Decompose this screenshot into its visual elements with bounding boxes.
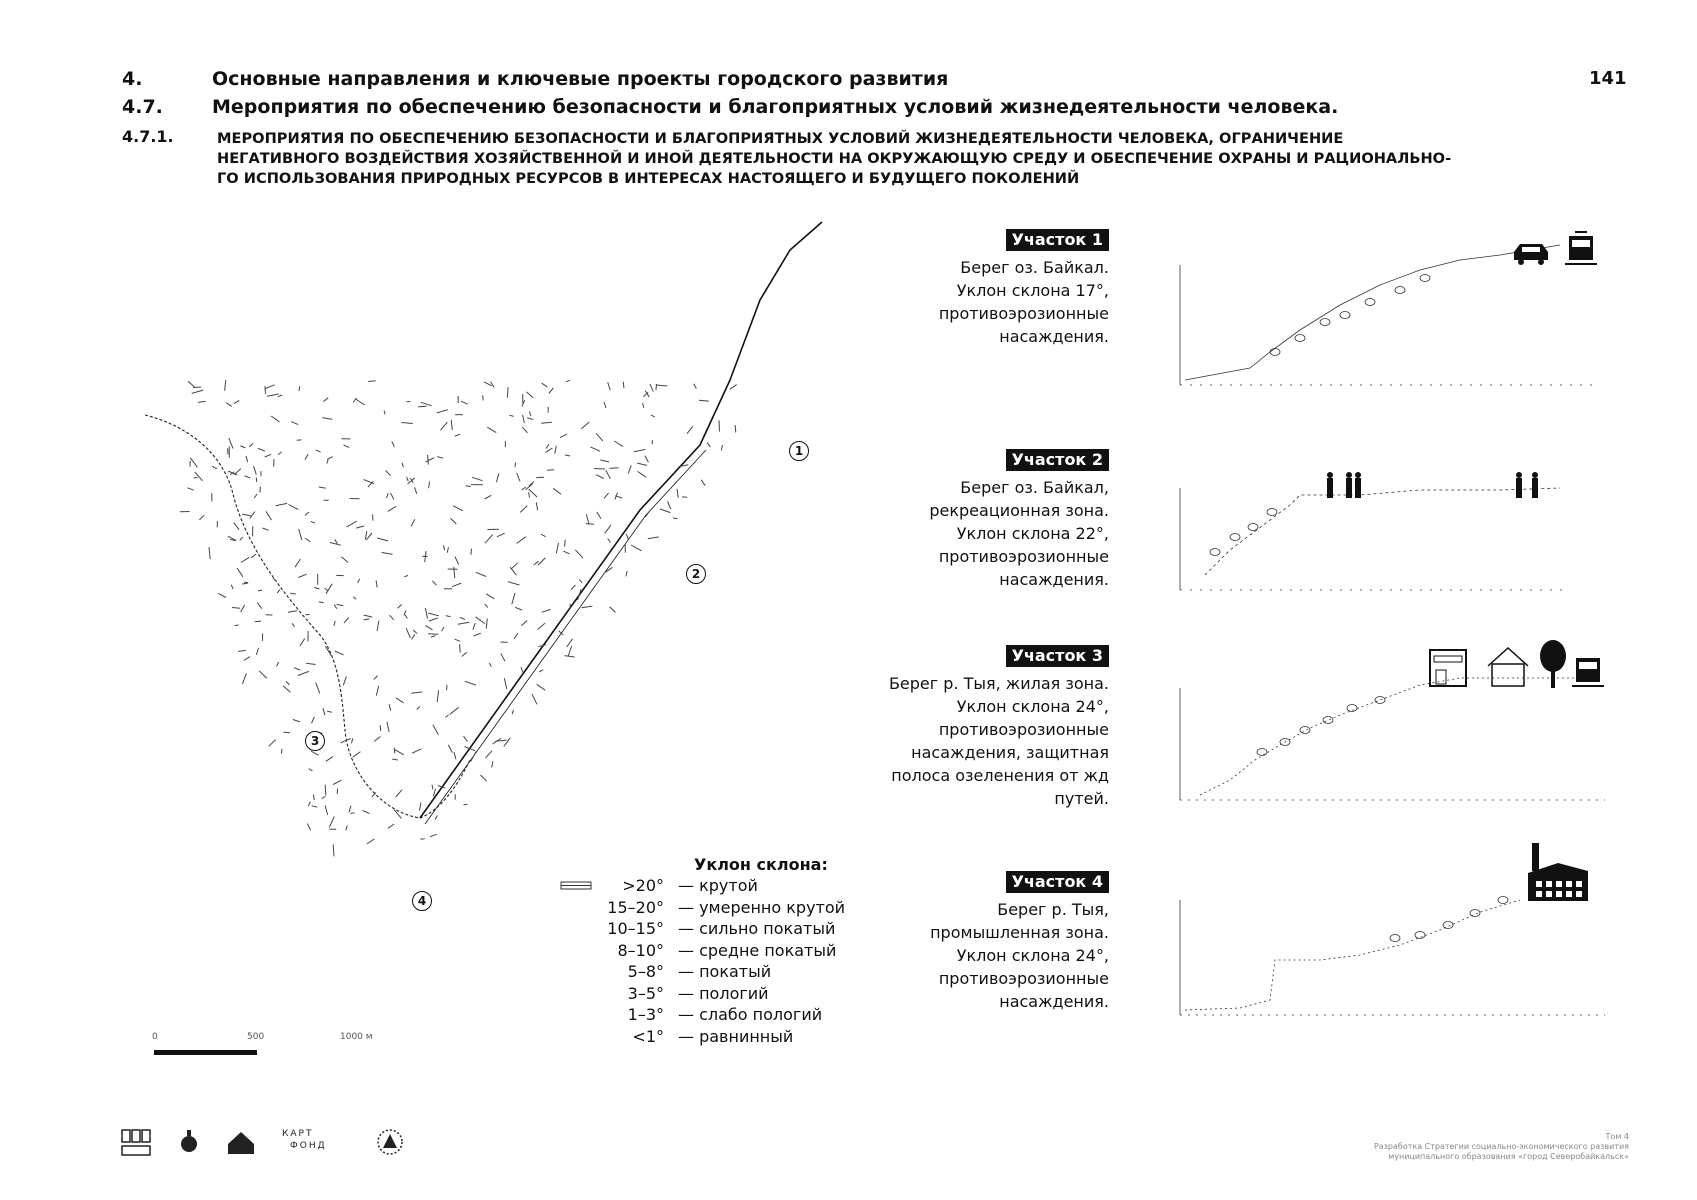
legend-title: Уклон склона: <box>694 855 828 874</box>
house-icon <box>1486 646 1530 688</box>
legend-value: 15–20° <box>607 897 664 917</box>
tree-mark <box>1270 349 1280 356</box>
subheading-number: 4.7.1. <box>122 127 174 146</box>
tree-mark <box>1470 910 1480 917</box>
car-icon <box>1510 238 1552 268</box>
subheading-line: ГО ИСПОЛЬЗОВАНИЯ ПРИРОДНЫХ РЕСУРСОВ В ИНТЕРЕСАХ НАСТОЯЩЕГО И БУДУЩЕГО ПОКОЛЕНИЙ <box>217 170 1080 187</box>
tree-mark <box>1295 335 1305 342</box>
tree-mark <box>1323 717 1333 724</box>
legend-value: 8–10° <box>617 940 664 960</box>
legend-desc: — умеренно крутой <box>678 897 846 917</box>
map-marker-4[interactable]: 4 <box>412 891 432 911</box>
section-desc-2: Берег оз. Байкал, рекреационная зона. Уклон склона 22°, противоэрозионные насаждения. <box>929 478 1109 589</box>
page-number: 141 <box>1589 68 1627 89</box>
profile-3 <box>1180 678 1605 800</box>
section-badge-2: Участок 2 <box>1006 449 1109 471</box>
section-badge-4: Участок 4 <box>1006 871 1109 893</box>
tree-mark <box>1267 509 1277 516</box>
legend-value: 10–15° <box>607 919 664 938</box>
map-marker-3[interactable]: 3 <box>305 731 325 751</box>
tree-mark <box>1248 524 1258 531</box>
city-emblem-logo <box>375 1126 405 1158</box>
heading-subsection-title: Мероприятия по обеспечению безопасности и благоприятных условий жизнедеятельности человека. <box>212 96 1339 118</box>
tree-mark <box>1320 319 1330 326</box>
scale-label-0: 0 <box>152 1032 158 1042</box>
tree-mark <box>1375 697 1385 704</box>
tree-icon <box>1538 640 1568 690</box>
map-marker-2[interactable]: 2 <box>686 564 706 584</box>
tree-mark <box>1415 932 1425 939</box>
tree-mark <box>1390 935 1400 942</box>
legend-value: >20° <box>622 876 664 895</box>
section-badge-1: Участок 1 <box>1006 229 1109 251</box>
tree-mark <box>1420 275 1430 282</box>
legend-desc: — слабо пологий <box>678 1005 823 1024</box>
profile-2 <box>1180 488 1570 590</box>
map-marker-1[interactable]: 1 <box>789 441 809 461</box>
tree-mark <box>1210 549 1220 556</box>
tree-mark <box>1443 922 1453 929</box>
scale-label-500: 500 <box>247 1032 265 1042</box>
legend-value: 3–5° <box>627 983 664 1003</box>
tree-mark <box>1257 749 1267 756</box>
heading-number-4: 4. <box>122 68 143 90</box>
section-desc-1: Берег оз. Байкал. Уклон склона 17°, противоэрозионные насаждения. <box>938 258 1109 346</box>
factory-icon <box>1528 843 1590 903</box>
legend-desc: — пологий <box>678 983 769 1003</box>
tree-mark <box>1395 287 1405 294</box>
tree-mark <box>1340 312 1350 319</box>
section-desc-4: Берег р. Тыя, промышленная зона. Уклон склона 24°, противоэрозионные насаждения. <box>930 900 1109 1011</box>
legend-desc: — покатый <box>678 962 772 981</box>
tram-icon <box>1572 654 1604 690</box>
legend-desc: — равнинный <box>678 1026 794 1046</box>
legend-desc: — средне покатый <box>678 940 837 960</box>
section-badge-3: Участок 3 <box>1006 645 1109 667</box>
shop-icon <box>1428 648 1468 688</box>
legend-value: <1° <box>632 1026 664 1046</box>
legend-desc: — крутой <box>678 876 758 895</box>
heading-number-4-7: 4.7. <box>122 96 163 118</box>
tree-mark <box>1365 299 1375 306</box>
footer-text: Том 4 Разработка Стратегии социально-экономического развития муниципального образования «город Северобайкальск» <box>1373 1132 1629 1161</box>
kartfond-logo: КАРТ ФОНД <box>282 1129 327 1151</box>
baikal-logo <box>226 1128 256 1158</box>
legend-value: 5–8° <box>627 962 664 981</box>
emblem-logo <box>178 1128 200 1158</box>
legend-value: 1–3° <box>627 1005 664 1024</box>
profile-4 <box>1180 900 1605 1015</box>
heading-section-title: Основные направления и ключевые проекты городского развития <box>212 68 949 90</box>
scale-label-1000: 1000 м <box>340 1032 373 1042</box>
legend-desc: — сильно покатый <box>678 919 836 938</box>
tree-mark <box>1347 705 1357 712</box>
section-desc-3: Берег р. Тыя, жилая зона. Уклон склона 24°, противоэрозионные насаждения, защитная полоса озеленения от жд путей. <box>888 674 1109 808</box>
tram-icon <box>1565 232 1597 268</box>
tree-mark <box>1230 534 1240 541</box>
people-icon <box>1320 470 1570 502</box>
ddm-logo <box>120 1128 154 1158</box>
subheading-line: НЕГАТИВНОГО ВОЗДЕЙСТВИЯ ХОЗЯЙСТВЕННОЙ И ИНОЙ ДЕЯТЕЛЬНОСТИ НА ОКРУЖАЮЩУЮ СРЕДУ И ОБЕСПЕЧЕНИЕ ОХРАНЫ И РАЦИОНАЛЬНО- <box>217 150 1452 167</box>
tree-mark <box>1498 897 1508 904</box>
subheading-line: МЕРОПРИЯТИЯ ПО ОБЕСПЕЧЕНИЮ БЕЗОПАСНОСТИ И БЛАГОПРИЯТНЫХ УСЛОВИЙ ЖИЗНЕДЕЯТЕЛЬНОСТИ ЧЕЛОВЕКА, ОГРАНИЧЕНИЕ <box>217 130 1344 147</box>
tree-mark <box>1300 727 1310 734</box>
